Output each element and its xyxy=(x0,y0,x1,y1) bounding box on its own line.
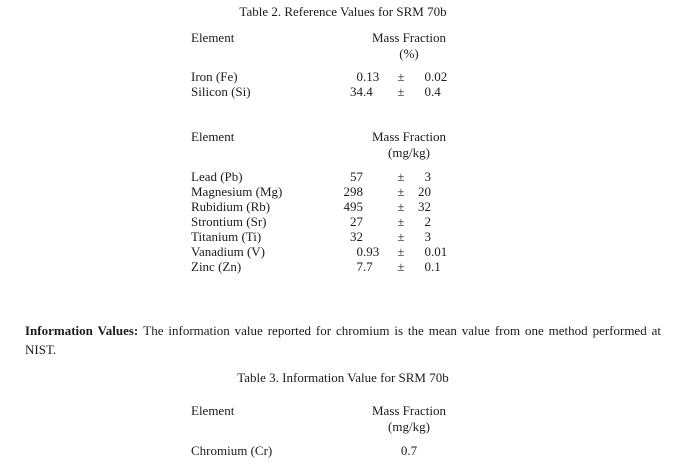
value-cell: 0.7 xyxy=(400,443,418,458)
plus-minus-sign: ± xyxy=(397,214,405,229)
column-header-element: Element xyxy=(191,403,235,418)
plus-minus-sign: ± xyxy=(397,229,405,244)
value-cell: 32 xyxy=(350,229,363,244)
table2-title: Table 2. Reference Values for SRM 70b xyxy=(239,4,447,19)
column-header-element: Element xyxy=(191,30,235,45)
uncertainty-cell: 0 .02 xyxy=(424,69,448,84)
table2a-header xyxy=(191,30,487,62)
table2-mgkg-section xyxy=(191,129,487,274)
plus-minus-sign: ± xyxy=(397,184,405,199)
value-cell: 0 .13 xyxy=(356,69,380,84)
information-values-label: Information Values: xyxy=(25,323,139,338)
uncertainty-cell: 3 xyxy=(424,229,431,244)
uncertainty-cell: 0 .1 xyxy=(424,259,441,274)
table-row xyxy=(191,199,487,214)
table-row xyxy=(191,69,487,84)
element-name: Iron (Fe) xyxy=(191,69,238,84)
unit-label-mgkg: (mg/kg) xyxy=(388,419,430,434)
mass-fraction-label: Mass Fraction xyxy=(371,403,447,418)
unit-label-mgkg: (mg/kg) xyxy=(388,145,430,160)
plus-minus-sign: ± xyxy=(397,169,405,184)
table2b-rows xyxy=(191,169,487,274)
plus-minus-sign: ± xyxy=(397,84,405,99)
value-cell: 298 xyxy=(343,184,363,199)
plus-minus-sign: ± xyxy=(397,259,405,274)
value-cell: 7 .7 xyxy=(356,259,373,274)
uncertainty-cell: 3 xyxy=(424,169,431,184)
uncertainty-cell: 0 .4 xyxy=(424,84,441,99)
column-header-mass-fraction xyxy=(331,403,487,435)
table-row xyxy=(191,244,487,259)
value-cell: 495 xyxy=(343,199,363,214)
table-row xyxy=(191,169,487,184)
table-row xyxy=(191,84,487,99)
value-cell: 34 .4 xyxy=(350,84,373,99)
information-values-paragraph xyxy=(25,321,661,359)
table3-rows xyxy=(191,443,487,458)
plus-minus-sign: ± xyxy=(397,244,405,259)
element-name: Vanadium (V) xyxy=(191,244,266,259)
value-cell: 27 xyxy=(350,214,363,229)
value-cell: 0 .93 xyxy=(356,244,380,259)
element-name: Chromium (Cr) xyxy=(191,443,273,458)
column-header-mass-fraction xyxy=(331,30,487,62)
uncertainty-cell: 2 xyxy=(424,214,431,229)
element-name: Zinc (Zn) xyxy=(191,259,242,274)
element-name: Strontium (Sr) xyxy=(191,214,267,229)
uncertainty-cell: 0 .01 xyxy=(424,244,448,259)
plus-minus-sign: ± xyxy=(397,69,405,84)
column-header-mass-fraction xyxy=(331,129,487,161)
unit-label-percent: (%) xyxy=(399,46,419,61)
table3-title: Table 3. Information Value for SRM 70b xyxy=(237,370,449,385)
element-name: Silicon (Si) xyxy=(191,84,251,99)
uncertainty-cell: 32 xyxy=(418,199,431,214)
element-name: Magnesium (Mg) xyxy=(191,184,283,199)
information-values-text: The information value reported for chromium is the mean value from one method performed at NIST. xyxy=(25,323,661,357)
table3-section xyxy=(191,403,487,458)
mass-fraction-label: Mass Fraction xyxy=(371,30,447,45)
plus-minus-sign: ± xyxy=(397,199,405,214)
table-row xyxy=(191,229,487,244)
table-row xyxy=(191,214,487,229)
value-cell: 57 xyxy=(350,169,363,184)
element-name: Rubidium (Rb) xyxy=(191,199,271,214)
table-row xyxy=(191,184,487,199)
table2-percent-section xyxy=(191,30,487,99)
table-row xyxy=(191,259,487,274)
column-header-element: Element xyxy=(191,129,235,144)
element-name: Titanium (Ti) xyxy=(191,229,262,244)
table-row xyxy=(191,443,487,458)
table2a-rows xyxy=(191,69,487,99)
element-name: Lead (Pb) xyxy=(191,169,243,184)
table3-header xyxy=(191,403,487,435)
uncertainty-cell: 20 xyxy=(418,184,431,199)
mass-fraction-label: Mass Fraction xyxy=(371,129,447,144)
table2b-header xyxy=(191,129,487,161)
